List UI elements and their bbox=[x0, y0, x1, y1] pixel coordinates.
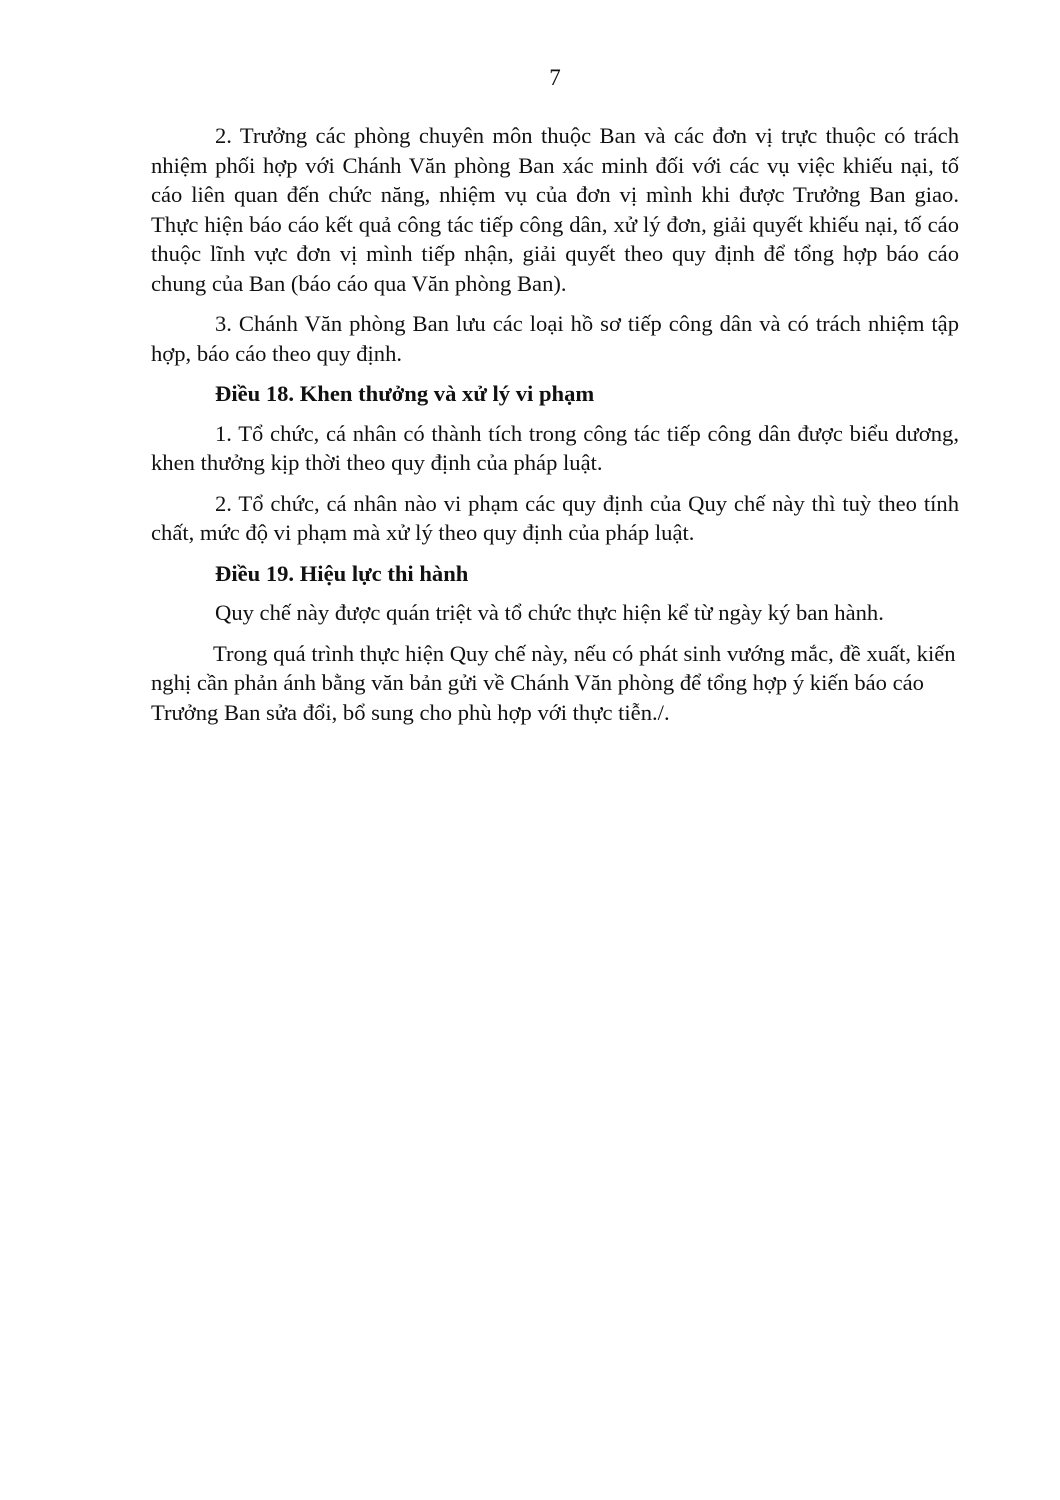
article-18-heading: Điều 18. Khen thưởng và xử lý vi phạm bbox=[215, 381, 595, 406]
document-body bbox=[151, 121, 959, 738]
paragraph-violations: 2. Tổ chức, cá nhân nào vi phạm các quy định của Quy chế này thì tuỳ theo tính chất, mức độ vi phạm mà xử lý theo quy định của pháp luật. bbox=[151, 490, 959, 545]
article-19-heading: Điều 19. Hiệu lực thi hành bbox=[215, 560, 469, 586]
paragraph-office-records: 3. Chánh Văn phòng Ban lưu các loại hồ sơ tiếp công dân và có trách nhiệm tập hợp, báo cáo theo quy định. bbox=[151, 311, 959, 366]
paragraph-effective: Quy chế này được quán triệt và tổ chức thực hiện kể từ ngày ký ban hành. bbox=[215, 600, 884, 625]
paragraph-amendments: Trong quá trình thực hiện Quy chế này, nếu có phát sinh vướng mắc, đề xuất, kiến nghị cần phản ánh bằng văn bản gửi về Chánh Văn phòng để tổng hợp ý kiến báo cáo Trưởng Ban sửa đổi, bổ sung cho phù hợp với thực tiễn./. bbox=[151, 640, 956, 725]
paragraph-rewards: 1. Tổ chức, cá nhân có thành tích trong công tác tiếp công dân được biểu dương, khen thưởng kịp thời theo quy định của pháp luật. bbox=[151, 420, 959, 475]
paragraph-department-responsibility: 2. Trưởng các phòng chuyên môn thuộc Ban và các đơn vị trực thuộc có trách nhiệm phối hợp với Chánh Văn phòng Ban xác minh đối với các vụ việc khiếu nại, tố cáo liên quan đến chức năng, nhiệm vụ của đơn vị mình khi được Trưởng Ban giao. Thực hiện báo cáo kết quả công tác tiếp công dân, xử lý đơn, giải quyết khiếu nại, tố cáo thuộc lĩnh vực đơn vị mình tiếp nhận, giải quyết theo quy định để tổng hợp báo cáo chung của Ban (báo cáo qua Văn phòng Ban). bbox=[151, 123, 959, 296]
page-number: 7 bbox=[549, 65, 561, 90]
